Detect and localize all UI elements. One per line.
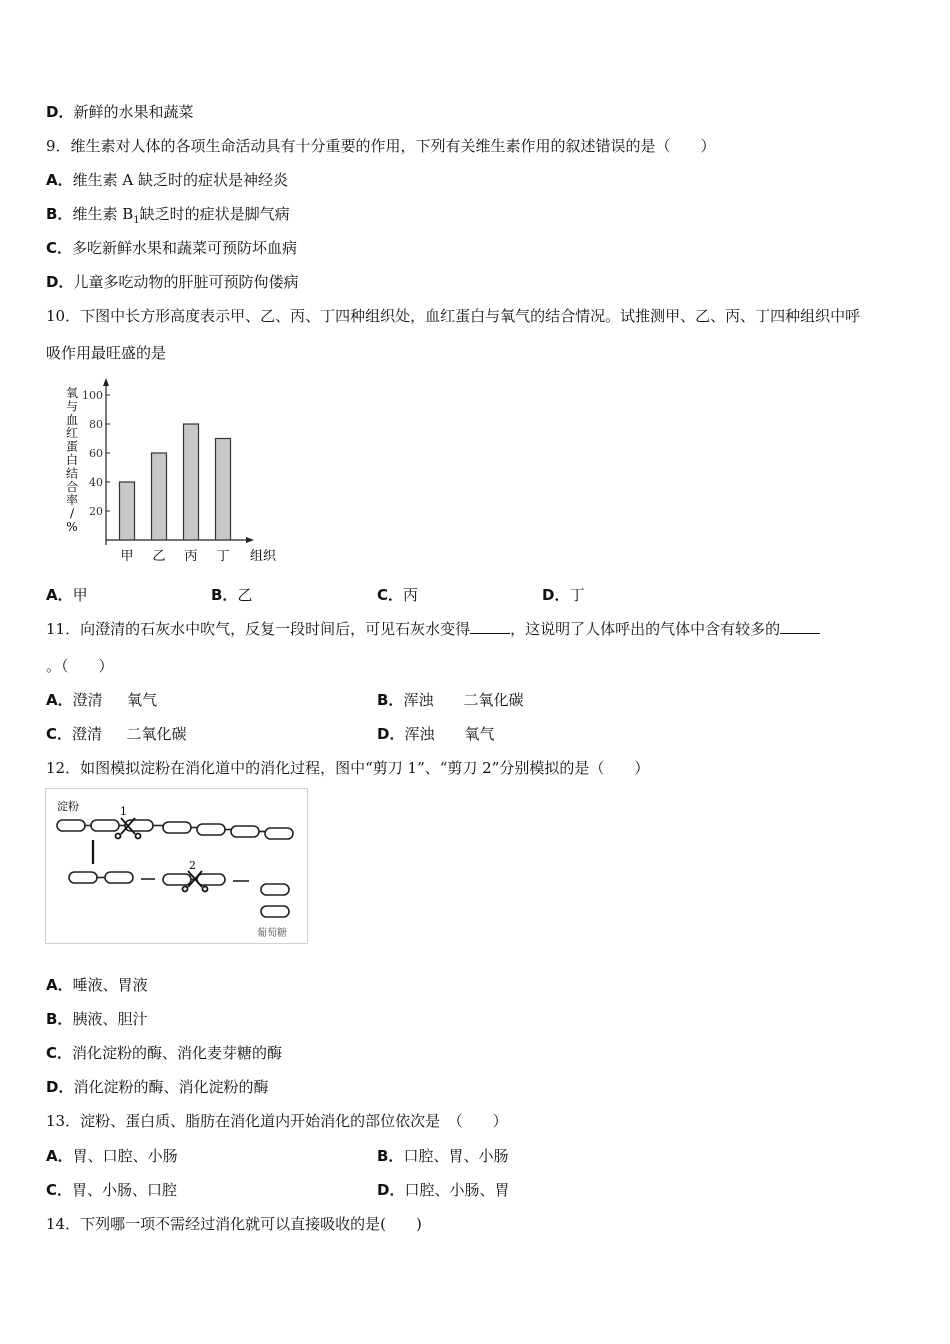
- option-label: D．: [46, 103, 74, 121]
- q9-stem: 9．维生素对人体的各项生命活动具有十分重要的作用，下列有关维生素作用的叙述错误的是（ ）: [46, 137, 716, 155]
- glucose-unit: [91, 820, 119, 831]
- answer-blank[interactable]: [470, 619, 510, 634]
- q10-stem-line1: 10．下图中长方形高度表示甲、乙、丙、丁四种组织处，血红蛋白与氧气的结合情况。试推测甲、乙、丙、丁四种组织中呼: [46, 307, 861, 325]
- q11-stem-line2: 。（ ）: [46, 657, 114, 675]
- y-axis-label-char: 结: [65, 466, 79, 481]
- option-label: A．: [46, 691, 73, 709]
- option-text: 丙: [403, 586, 419, 604]
- option-text: 口腔、胃、小肠: [403, 1147, 509, 1165]
- q13-option-c: [46, 1179, 177, 1201]
- bar-chart: [60, 375, 290, 570]
- q13-stem: 13．淀粉、蛋白质、脂肪在消化道内开始消化的部位依次是 （ ）: [46, 1112, 508, 1130]
- y-tick-label: 40: [89, 476, 103, 489]
- y-tick-label: 60: [89, 447, 103, 460]
- option-text: 澄清 二氧化碳: [72, 725, 187, 743]
- glucose-label: 葡萄糖: [257, 928, 287, 939]
- q11-stem-part-a: 11．向澄清的石灰水中吹气，反复一段时间后，可见石灰水变得: [46, 620, 471, 638]
- option-label: A．: [46, 976, 73, 994]
- q12-option-d: [46, 1076, 268, 1098]
- option-text: 浑浊 二氧化碳: [403, 691, 524, 709]
- q10-option-a: [46, 584, 88, 606]
- option-label: B．: [46, 1010, 73, 1028]
- maltose-chain: [69, 872, 289, 917]
- option-text: 浑浊 氧气: [404, 725, 495, 743]
- y-tick-label: 100: [82, 389, 103, 402]
- option-text: 口腔、小肠、胃: [404, 1181, 510, 1199]
- q10-option-c: [377, 584, 418, 606]
- y-axis-label-char: 蛋: [65, 439, 79, 454]
- q9-option-b: [46, 203, 290, 232]
- option-label: A．: [46, 586, 73, 604]
- scissor-1-label: 1: [120, 805, 127, 818]
- x-axis-arrow: [246, 537, 254, 543]
- glucose-unit: [197, 874, 225, 885]
- x-ticks: [120, 549, 229, 564]
- q10-option-d: [542, 584, 584, 606]
- option-text: 澄清 氧气: [72, 691, 158, 709]
- y-tick-label: 20: [89, 505, 103, 518]
- glucose-unit: [57, 820, 85, 831]
- option-text: 多吃新鲜水果和蔬菜可预防坏血病: [72, 239, 298, 257]
- option-label: C．: [46, 239, 73, 257]
- y-axis-label-char: 合: [65, 479, 79, 494]
- option-label: A．: [46, 171, 73, 189]
- option-label: D．: [377, 725, 405, 743]
- option-text: 甲: [72, 586, 88, 604]
- bar: [216, 439, 231, 541]
- option-text-pre: 维生素 B: [72, 205, 134, 223]
- y-axis-label-char: 率: [65, 493, 79, 508]
- q12-option-c: [46, 1042, 282, 1064]
- option-label: D．: [542, 586, 570, 604]
- figure-frame: [46, 789, 308, 944]
- option-label: C．: [46, 1181, 73, 1199]
- q10-option-b: [211, 584, 252, 606]
- q9-option-c: [46, 237, 297, 259]
- glucose-unit: [265, 828, 293, 839]
- option-label: C．: [46, 1044, 73, 1062]
- y-axis-label-char: /: [69, 506, 75, 521]
- option-text: 唾液、胃液: [72, 976, 148, 994]
- glucose-unit: [163, 822, 191, 833]
- starch-chain: [57, 820, 293, 839]
- q14-stem: 14．下列哪一项不需经过消化就可以直接吸收的是( ): [46, 1215, 422, 1233]
- q8-option-d: [46, 101, 193, 123]
- glucose-unit: [197, 824, 225, 835]
- option-label: B．: [46, 205, 73, 223]
- option-label: B．: [377, 691, 404, 709]
- option-text: 维生素 A 缺乏时的症状是神经炎: [72, 171, 288, 189]
- y-axis-label-char: 白: [65, 453, 79, 467]
- glucose-unit: [261, 906, 289, 917]
- option-text-post: 缺乏时的症状是脚气病: [139, 205, 290, 223]
- y-axis-arrow: [103, 378, 109, 386]
- q10-stem-line2: 吸作用最旺盛的是: [46, 344, 167, 362]
- option-label: C．: [377, 586, 404, 604]
- x-tick-label: 乙: [152, 549, 166, 564]
- x-tick-label: 丙: [184, 549, 198, 564]
- option-label: A．: [46, 1147, 73, 1165]
- q9-option-a: [46, 169, 288, 191]
- bar: [152, 453, 167, 540]
- option-text: 丁: [569, 586, 585, 604]
- y-axis-label-char: 血: [65, 412, 79, 427]
- scissor-2-label: 2: [189, 859, 196, 872]
- option-label: B．: [211, 586, 238, 604]
- glucose-unit: [231, 826, 259, 837]
- glucose-unit: [163, 874, 191, 885]
- subscript: 1: [133, 215, 140, 226]
- glucose-unit: [261, 884, 289, 895]
- q12-stem: 12．如图模拟淀粉在消化道中的消化过程，图中“剪刀 1”、“剪刀 2”分别模拟的是（ ）: [46, 759, 650, 777]
- x-tick-label: 丁: [216, 549, 230, 564]
- x-tick-label: 甲: [120, 549, 134, 564]
- option-label: D．: [46, 273, 74, 291]
- q9-option-d: [46, 271, 298, 293]
- option-label: D．: [377, 1181, 405, 1199]
- q12-option-b: [46, 1008, 147, 1030]
- bar: [120, 482, 135, 540]
- option-text: 消化淀粉的酶、消化麦芽糖的酶: [72, 1044, 283, 1062]
- q11-option-a: [46, 689, 157, 711]
- option-label: C．: [46, 725, 73, 743]
- q12-option-a: [46, 974, 148, 996]
- q11-stem-line1: [46, 618, 820, 640]
- y-axis-label-char: 红: [65, 426, 79, 441]
- option-text: 儿童多吃动物的肝脏可预防佝偻病: [73, 273, 299, 291]
- x-axis-label: 组织: [250, 549, 277, 564]
- starch-label: 淀粉: [57, 800, 79, 813]
- option-text: 胃、口腔、小肠: [72, 1147, 178, 1165]
- option-text: 新鲜的水果和蔬菜: [73, 103, 194, 121]
- q11-option-b: [377, 689, 523, 711]
- q13-option-b: [377, 1145, 508, 1167]
- y-tick-label: 80: [89, 418, 103, 431]
- answer-blank[interactable]: [780, 619, 820, 634]
- option-text: 消化淀粉的酶、消化淀粉的酶: [73, 1078, 269, 1096]
- glucose-unit: [69, 872, 97, 883]
- option-label: B．: [377, 1147, 404, 1165]
- option-text: 胃、小肠、口腔: [72, 1181, 178, 1199]
- y-axis-label-char: 氧: [65, 386, 79, 400]
- bar: [184, 424, 199, 540]
- q11-option-c: [46, 723, 187, 745]
- q11-option-d: [377, 723, 494, 745]
- glucose-unit: [105, 872, 133, 883]
- q13-option-d: [377, 1179, 509, 1201]
- q13-option-a: [46, 1145, 178, 1167]
- q11-stem-part-b: ，这说明了人体呼出的气体中含有较多的: [510, 620, 781, 638]
- option-label: D．: [46, 1078, 74, 1096]
- bars: [120, 424, 231, 540]
- option-text: 胰液、胆汁: [72, 1010, 148, 1028]
- starch-digestion-figure: [45, 788, 309, 945]
- option-text: 乙: [237, 586, 253, 604]
- y-axis-label: [66, 386, 78, 534]
- y-axis-label-char: 与: [65, 399, 79, 414]
- y-axis-label-char: %: [66, 520, 78, 534]
